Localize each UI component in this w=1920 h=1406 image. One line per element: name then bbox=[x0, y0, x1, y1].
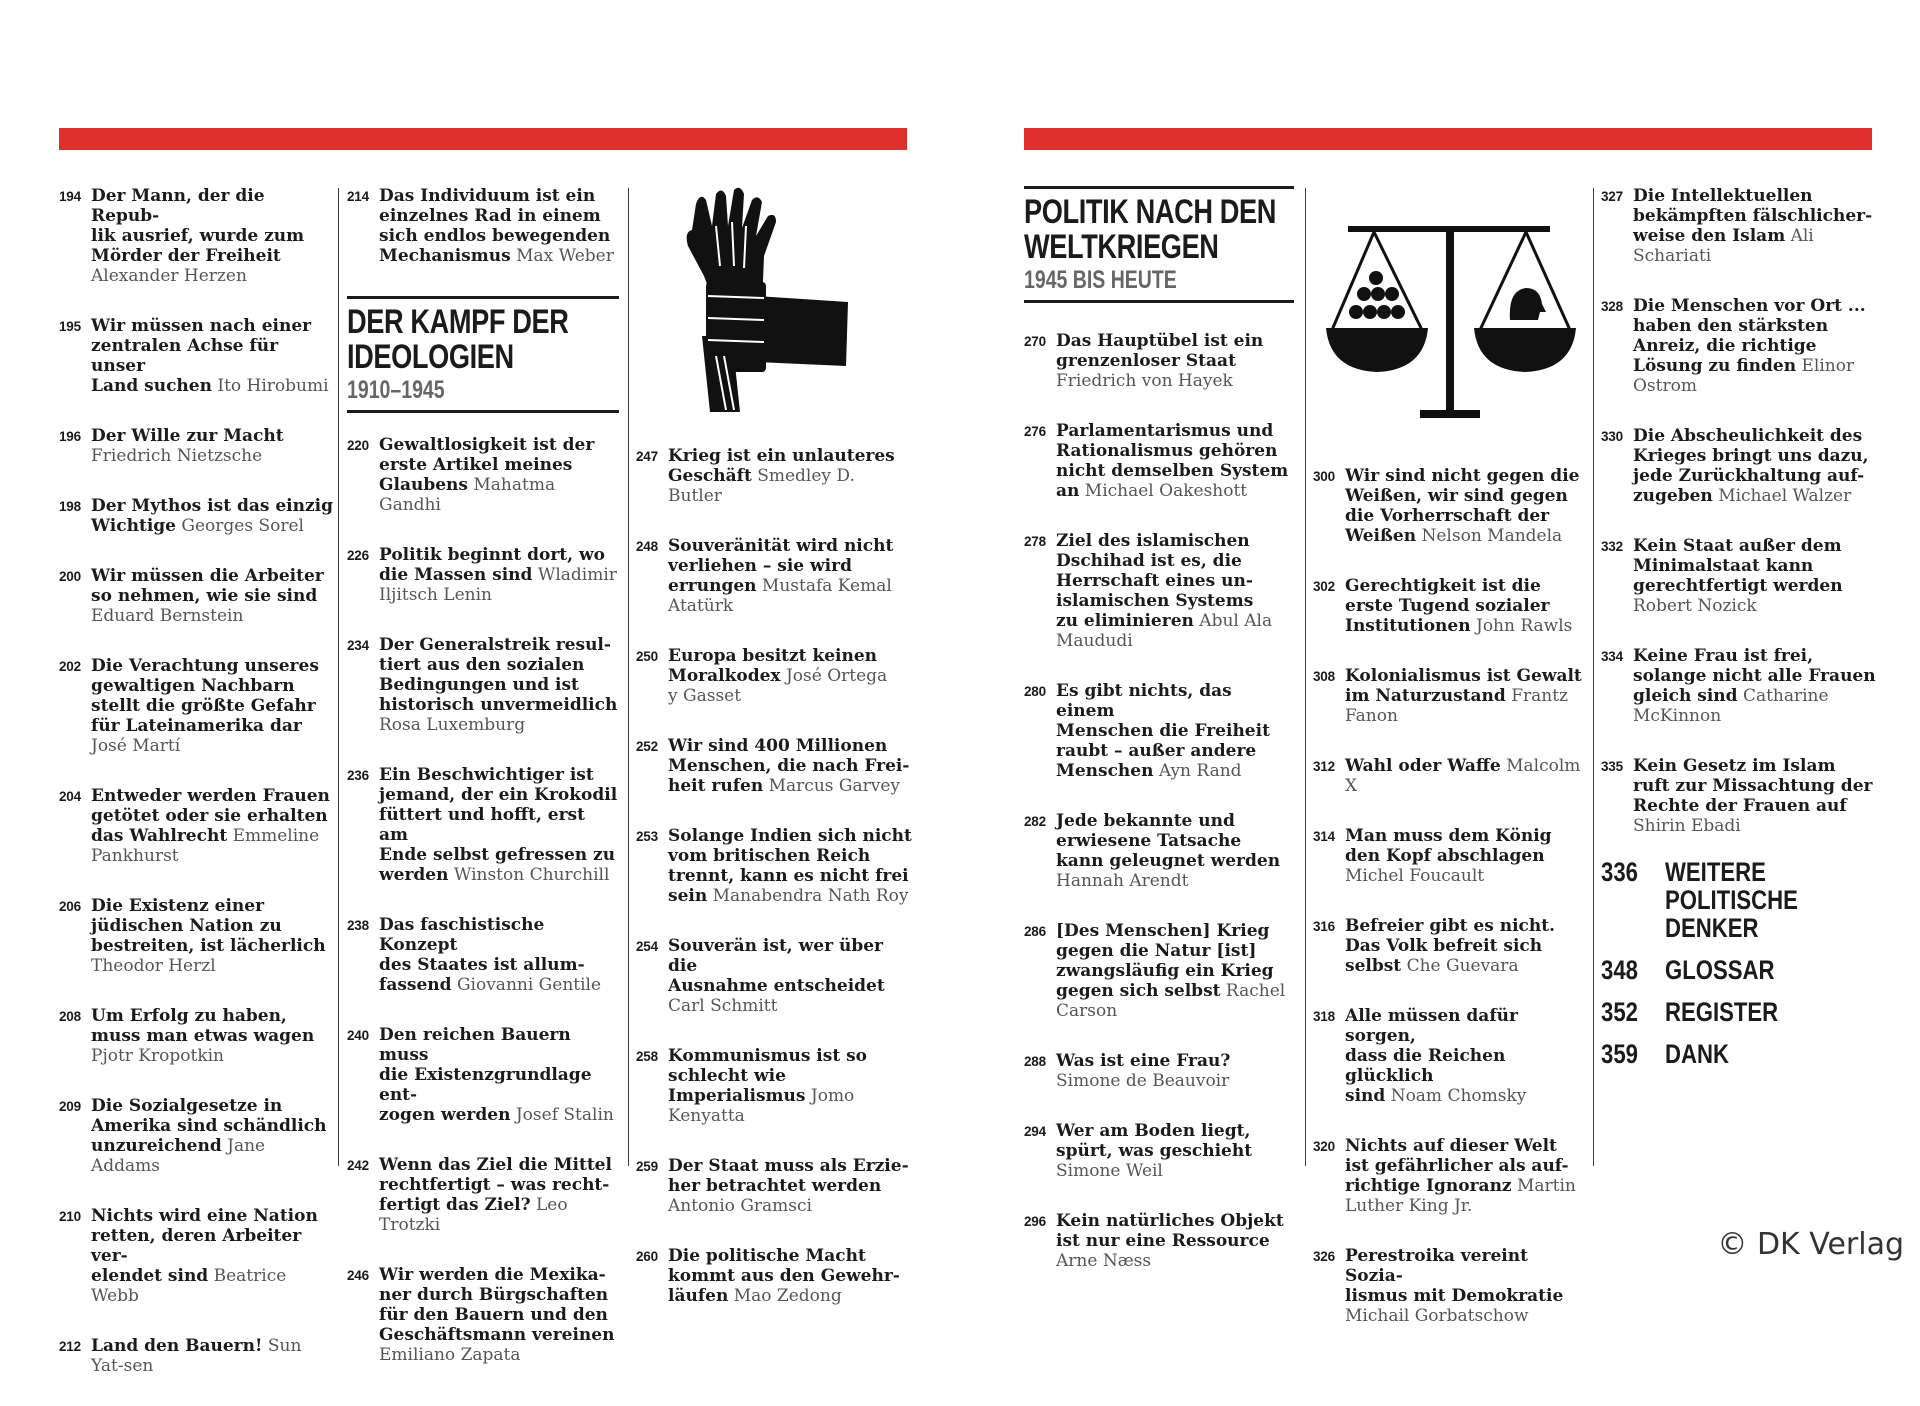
entry-author: Rachel Carson bbox=[1056, 981, 1286, 1021]
toc-entry[interactable] bbox=[59, 1336, 337, 1376]
entry-author: Antonio Gramsci bbox=[668, 1196, 812, 1216]
toc-entry[interactable] bbox=[1024, 681, 1294, 781]
entry-author: Leo Trotzki bbox=[379, 1195, 568, 1235]
page-number: 242 bbox=[347, 1158, 369, 1173]
column-divider bbox=[1305, 188, 1306, 1166]
entry-author: Rosa Luxemburg bbox=[379, 715, 526, 735]
page-number: 312 bbox=[1313, 759, 1335, 774]
backmatter-entry[interactable] bbox=[1601, 998, 1881, 1026]
toc-column-2 bbox=[347, 186, 619, 1395]
toc-entry[interactable] bbox=[59, 1006, 337, 1066]
toc-entry[interactable] bbox=[59, 566, 337, 626]
entry-author: Michael Oakeshott bbox=[1084, 481, 1248, 501]
toc-column-6 bbox=[1601, 186, 1881, 1068]
entry-author: Mao Zedong bbox=[733, 1286, 842, 1306]
entry-title: Europa besitzt keinen Moralkodex bbox=[668, 646, 878, 686]
page-number: 270 bbox=[1024, 334, 1046, 349]
entry-title: Kein natürliches Objekt ist nur eine Ressource bbox=[1056, 1211, 1284, 1251]
raised-hands-fist-icon bbox=[676, 186, 858, 414]
entry-title: Es gibt nichts, das einem Menschen die Freiheit raubt – außer andere Menschen bbox=[1056, 681, 1270, 781]
page-number: 226 bbox=[347, 548, 369, 563]
page-number: 302 bbox=[1313, 579, 1335, 594]
entry-title: Land den Bauern! bbox=[91, 1336, 263, 1356]
page-number: 335 bbox=[1601, 759, 1623, 774]
page-number: 300 bbox=[1313, 469, 1335, 484]
entry-title: Wir sind nicht gegen die Weißen, wir sind gegen die Vorherrschaft der Weißen bbox=[1345, 466, 1580, 546]
page-number: 253 bbox=[636, 829, 658, 844]
entry-author: Catharine McKinnon bbox=[1633, 686, 1829, 726]
entry-title: Der Staat muss als Erzie- her betrachtet werden bbox=[668, 1156, 909, 1196]
column-divider bbox=[1593, 188, 1594, 1166]
section-title: DER KAMPF DER IDEOLOGIEN bbox=[347, 303, 569, 376]
toc-entry[interactable] bbox=[1313, 466, 1589, 546]
entry-title: Das faschistische Konzept des Staates ist allum- fassend bbox=[379, 915, 585, 995]
entry-author: Eduard Bernstein bbox=[91, 606, 244, 626]
toc-list bbox=[1601, 186, 1881, 836]
page-number: 276 bbox=[1024, 424, 1046, 439]
page-number: 280 bbox=[1024, 684, 1046, 699]
toc-entry[interactable] bbox=[636, 536, 912, 616]
entry-author: Friedrich von Hayek bbox=[1056, 371, 1233, 391]
toc-entry[interactable] bbox=[1024, 921, 1294, 1021]
entry-title: Die politische Macht kommt aus den Gewehr- läufen bbox=[668, 1246, 900, 1306]
entry-author: Elinor Ostrom bbox=[1633, 356, 1855, 396]
toc-entry[interactable] bbox=[1601, 186, 1881, 266]
page-number: 194 bbox=[59, 189, 81, 204]
page-number: 326 bbox=[1313, 1249, 1335, 1264]
entry-title: Politik beginnt dort, wo die Massen sind bbox=[379, 545, 605, 585]
page-number: 206 bbox=[59, 899, 81, 914]
entry-title: Wenn das Ziel die Mittel rechtfertigt – was recht- fertigt das Ziel? bbox=[379, 1155, 612, 1215]
entry-title: Gerechtigkeit ist die erste Tugend sozialer Institutionen bbox=[1345, 576, 1550, 636]
entry-title: Souveränität wird nicht verliehen – sie wird errungen bbox=[668, 536, 894, 596]
entry-title: Gewaltlosigkeit ist der erste Artikel meines Glaubens bbox=[379, 435, 595, 495]
toc-entry[interactable] bbox=[347, 545, 619, 605]
entry-author: Mahatma Gandhi bbox=[379, 475, 556, 515]
entry-title: Keine Frau ist frei, solange nicht alle Frauen gleich sind bbox=[1633, 646, 1876, 706]
entry-author: Theodor Herzl bbox=[91, 956, 216, 976]
column-divider bbox=[338, 188, 339, 1166]
entry-author: Emiliano Zapata bbox=[379, 1345, 521, 1365]
entry-author: Martin Luther King Jr. bbox=[1345, 1176, 1576, 1216]
toc-entry[interactable] bbox=[347, 1265, 619, 1365]
page-number: 259 bbox=[636, 1159, 658, 1174]
entry-title: Nichts wird eine Nation retten, deren Arbeiter ver- elendet sind bbox=[91, 1206, 318, 1286]
entry-author: Mustafa Kemal Atatürk bbox=[668, 576, 892, 616]
entry-title: Ein Beschwichtiger ist jemand, der ein Krokodil füttert und hofft, erst am Ende selbst gefressen zu werden bbox=[379, 765, 618, 885]
page-number: 327 bbox=[1601, 189, 1623, 204]
page-number: 294 bbox=[1024, 1124, 1046, 1139]
page-number: 252 bbox=[636, 739, 658, 754]
entry-title: Entweder werden Frauen getötet oder sie erhalten das Wahlrecht bbox=[91, 786, 330, 846]
entry-author: Hannah Arendt bbox=[1056, 871, 1189, 891]
entry-author: Noam Chomsky bbox=[1390, 1086, 1527, 1106]
toc-entry[interactable] bbox=[1313, 576, 1589, 636]
toc-entry[interactable] bbox=[636, 446, 912, 506]
entry-author: Ali Schariati bbox=[1633, 226, 1814, 266]
page-number: 318 bbox=[1313, 1009, 1335, 1024]
entry-author: Pjotr Kropotkin bbox=[91, 1046, 225, 1066]
toc-entry[interactable] bbox=[1024, 421, 1294, 501]
toc-entry[interactable] bbox=[1024, 1211, 1294, 1271]
entry-author: Emmeline Pankhurst bbox=[91, 826, 320, 866]
entry-author: José Ortega y Gasset bbox=[668, 666, 888, 706]
entry-author: Michael Walzer bbox=[1718, 486, 1852, 506]
entry-title: Die Existenz einer jüdischen Nation zu bestreiten, ist lächerlich bbox=[91, 896, 326, 956]
section-years: 1945 BIS HEUTE bbox=[1024, 266, 1177, 294]
toc-entry[interactable] bbox=[347, 1155, 619, 1235]
page-number: 320 bbox=[1313, 1139, 1335, 1154]
entry-title: Wir sind 400 Millionen Menschen, die nach Frei- heit rufen bbox=[668, 736, 910, 796]
entry-title: Die Menschen vor Ort ... haben den stärksten Anreiz, die richtige Lösung zu finden bbox=[1633, 296, 1866, 376]
entry-author: Max Weber bbox=[516, 246, 614, 266]
toc-entry[interactable] bbox=[347, 435, 619, 515]
entry-title: Perestroika vereint Sozia- lismus mit Demokratie bbox=[1345, 1246, 1564, 1306]
page-number: 209 bbox=[59, 1099, 81, 1114]
entry-author: Georges Sorel bbox=[181, 516, 304, 536]
toc-entry[interactable] bbox=[1024, 1121, 1294, 1181]
page-number: 332 bbox=[1601, 539, 1623, 554]
column-divider bbox=[628, 188, 629, 1166]
toc-entry[interactable] bbox=[59, 896, 337, 976]
entry-author: Ayn Rand bbox=[1158, 761, 1242, 781]
entry-author: Frantz Fanon bbox=[1345, 686, 1568, 726]
page-number: 330 bbox=[1601, 429, 1623, 444]
backmatter-entry[interactable] bbox=[1601, 858, 1881, 942]
page-number: 250 bbox=[636, 649, 658, 664]
entry-author: Wladimir Iljitsch Lenin bbox=[379, 565, 617, 605]
toc-entry[interactable] bbox=[59, 426, 337, 466]
copyright-notice: © DK Verlag bbox=[1717, 1227, 1904, 1262]
entry-author: Sun Yat-sen bbox=[91, 1336, 302, 1376]
page-number: 278 bbox=[1024, 534, 1046, 549]
page-number: 212 bbox=[59, 1339, 81, 1354]
entry-title: Der Generalstreik resul- tiert aus den sozialen Bedingungen und ist historisch unvermeidlich bbox=[379, 635, 618, 715]
entry-author: Giovanni Gentile bbox=[456, 975, 602, 995]
toc-entry[interactable] bbox=[59, 1096, 337, 1176]
toc-column-4 bbox=[1024, 186, 1294, 1301]
entry-title: Wer am Boden liegt, spürt, was geschieht bbox=[1056, 1121, 1253, 1161]
entry-title: Jede bekannte und erwiesene Tatsache kann geleugnet werden bbox=[1056, 811, 1281, 871]
toc-entry[interactable] bbox=[1601, 756, 1881, 836]
entry-title: Kolonialismus ist Gewalt im Naturzustand bbox=[1345, 666, 1582, 706]
toc-entry[interactable] bbox=[636, 936, 912, 1016]
entry-author: Jane Addams bbox=[91, 1136, 266, 1176]
toc-entry[interactable] bbox=[347, 765, 619, 885]
toc-entry[interactable] bbox=[1601, 646, 1881, 726]
backmatter-page-number: 348 bbox=[1601, 955, 1638, 985]
toc-entry[interactable] bbox=[59, 1206, 337, 1306]
entry-author: Carl Schmitt bbox=[668, 996, 778, 1016]
section-years: 1910–1945 bbox=[347, 376, 445, 404]
entry-author: Friedrich Nietzsche bbox=[91, 446, 263, 466]
entry-author: Abul Ala Maududi bbox=[1056, 611, 1273, 651]
toc-entry[interactable] bbox=[1601, 426, 1881, 506]
page-number: 208 bbox=[59, 1009, 81, 1024]
toc-list bbox=[636, 446, 912, 1306]
entry-author: Michel Foucault bbox=[1345, 866, 1485, 886]
entry-author: Shirin Ebadi bbox=[1633, 816, 1741, 836]
page-number: 204 bbox=[59, 789, 81, 804]
toc-entry[interactable] bbox=[636, 826, 912, 906]
entry-title: Nichts auf dieser Welt ist gefährlicher als auf- richtige Ignoranz bbox=[1345, 1136, 1569, 1196]
entry-title: Die Sozialgesetze in Amerika sind schändlich unzureichend bbox=[91, 1096, 327, 1156]
entry-title: Kommunismus ist so schlecht wie Imperialismus bbox=[668, 1046, 868, 1106]
page-number: 286 bbox=[1024, 924, 1046, 939]
entry-title: Wir müssen die Arbeiter so nehmen, wie sie sind bbox=[91, 566, 324, 606]
entry-author: Manabendra Nath Roy bbox=[712, 886, 909, 906]
backmatter-entry[interactable] bbox=[1601, 1040, 1881, 1068]
page-number: 254 bbox=[636, 939, 658, 954]
page-number: 238 bbox=[347, 918, 369, 933]
entry-author: Beatrice Webb bbox=[91, 1266, 287, 1306]
toc-entry[interactable] bbox=[1313, 1006, 1589, 1106]
page-number: 202 bbox=[59, 659, 81, 674]
entry-author: José Martí bbox=[91, 736, 181, 756]
toc-entry[interactable] bbox=[59, 186, 337, 286]
entry-title: Das Hauptübel ist ein grenzenloser Staat bbox=[1056, 331, 1264, 371]
toc-column-1 bbox=[59, 186, 337, 1406]
page-number: 258 bbox=[636, 1049, 658, 1064]
page-number: 220 bbox=[347, 438, 369, 453]
backmatter-label: DANK bbox=[1665, 1039, 1729, 1069]
page-number: 314 bbox=[1313, 829, 1335, 844]
entry-title: Das Individuum ist ein einzelnes Rad in einem sich endlos bewegenden Mechanismus bbox=[379, 186, 611, 266]
page-number: 210 bbox=[59, 1209, 81, 1224]
toc-entry[interactable] bbox=[1601, 296, 1881, 396]
page-number: 308 bbox=[1313, 669, 1335, 684]
toc-list bbox=[347, 435, 619, 1365]
toc-entry[interactable] bbox=[636, 1046, 912, 1126]
page-number: 334 bbox=[1601, 649, 1623, 664]
page-number: 260 bbox=[636, 1249, 658, 1264]
toc-entry[interactable] bbox=[1313, 1246, 1589, 1326]
entry-title: Kein Staat außer dem Minimalstaat kann gerechtfertigt werden bbox=[1633, 536, 1843, 596]
toc-column-3 bbox=[636, 446, 912, 1336]
entry-author: Smedley D. Butler bbox=[668, 466, 855, 506]
entry-title: Der Wille zur Macht bbox=[91, 426, 284, 446]
entry-author: Simone de Beauvoir bbox=[1056, 1071, 1230, 1091]
page-number: 288 bbox=[1024, 1054, 1046, 1069]
backmatter-entry[interactable] bbox=[1601, 956, 1881, 984]
toc-entry[interactable] bbox=[1313, 756, 1589, 796]
section-title: POLITIK NACH DEN WELTKRIEGEN bbox=[1024, 193, 1276, 266]
entry-author: Simone Weil bbox=[1056, 1161, 1163, 1181]
entry-title: Man muss dem König den Kopf abschlagen bbox=[1345, 826, 1552, 866]
toc-entry[interactable] bbox=[1024, 1051, 1294, 1091]
entry-title: Wir müssen nach einer zentralen Achse für unser Land suchen bbox=[91, 316, 312, 396]
entry-author: Alexander Herzen bbox=[91, 266, 247, 286]
page-number: 198 bbox=[59, 499, 81, 514]
backmatter-page-number: 336 bbox=[1601, 857, 1638, 887]
entry-author: Arne Næss bbox=[1056, 1251, 1152, 1271]
backmatter-label: WEITERE POLITISCHE DENKER bbox=[1665, 857, 1798, 943]
entry-title: Solange Indien sich nicht vom britischen Reich trennt, kann es nicht frei sein bbox=[668, 826, 912, 906]
toc-entry[interactable] bbox=[636, 1156, 912, 1216]
toc-entry[interactable] bbox=[1313, 1136, 1589, 1216]
section-header-weltkriegen bbox=[1024, 186, 1294, 303]
page-number: 196 bbox=[59, 429, 81, 444]
backmatter-label: GLOSSAR bbox=[1665, 955, 1775, 985]
toc-entry[interactable] bbox=[1024, 531, 1294, 651]
entry-title: Kein Gesetz im Islam ruft zur Missachtung der Rechte der Frauen auf bbox=[1633, 756, 1873, 816]
backmatter-page-number: 352 bbox=[1601, 997, 1638, 1027]
toc-entry[interactable] bbox=[636, 1246, 912, 1306]
entry-author: John Rawls bbox=[1476, 616, 1573, 636]
left-page-red-bar bbox=[59, 128, 907, 150]
toc-entry[interactable] bbox=[1024, 811, 1294, 891]
toc-entry[interactable] bbox=[1601, 536, 1881, 616]
page-number: 248 bbox=[636, 539, 658, 554]
page-number: 214 bbox=[347, 189, 369, 204]
page-number: 247 bbox=[636, 449, 658, 464]
entry-author: Winston Churchill bbox=[453, 865, 610, 885]
entry-title: Befreier gibt es nicht. Das Volk befreit sich selbst bbox=[1345, 916, 1556, 976]
entry-title: Der Mann, der die Repub- lik ausrief, wurde zum Mörder der Freiheit bbox=[91, 186, 305, 266]
entry-title: Was ist eine Frau? bbox=[1056, 1051, 1231, 1071]
page-number: 236 bbox=[347, 768, 369, 783]
toc-entry[interactable] bbox=[59, 316, 337, 396]
entry-title: Krieg ist ein unlauteres Geschäft bbox=[668, 446, 895, 486]
entry-author: Nelson Mandela bbox=[1421, 526, 1563, 546]
entry-title: Wahl oder Waffe bbox=[1345, 756, 1501, 776]
toc-entry[interactable] bbox=[1313, 916, 1589, 976]
entry-title: Parlamentarismus und Rationalismus gehören nicht demselben System an bbox=[1056, 421, 1289, 501]
entry-title: Die Intellektuellen bekämpften fälschlicher- weise den Islam bbox=[1633, 186, 1873, 246]
toc-entry[interactable] bbox=[59, 496, 337, 536]
toc-entry[interactable] bbox=[1313, 826, 1589, 886]
toc-entry[interactable] bbox=[1313, 666, 1589, 726]
page-number: 246 bbox=[347, 1268, 369, 1283]
toc-entry[interactable] bbox=[347, 915, 619, 995]
page-number: 328 bbox=[1601, 299, 1623, 314]
page-number: 296 bbox=[1024, 1214, 1046, 1229]
toc-entry[interactable] bbox=[347, 1025, 619, 1125]
page-number: 240 bbox=[347, 1028, 369, 1043]
page-number: 195 bbox=[59, 319, 81, 334]
page-number: 234 bbox=[347, 638, 369, 653]
entry-title: Der Mythos ist das einzig Wichtige bbox=[91, 496, 333, 536]
entry-title: Um Erfolg zu haben, muss man etwas wagen bbox=[91, 1006, 315, 1046]
toc-entry[interactable] bbox=[59, 786, 337, 866]
entry-title: Alle müssen dafür sorgen, dass die Reichen glücklich sind bbox=[1345, 1006, 1518, 1106]
entry-author: Che Guevara bbox=[1406, 956, 1519, 976]
backmatter-page-number: 359 bbox=[1601, 1039, 1638, 1069]
entry-title: Wir werden die Mexika- ner durch Bürgschaften für den Bauern und den Geschäftsmann vereinen bbox=[379, 1265, 615, 1345]
toc-entry[interactable] bbox=[1024, 331, 1294, 391]
entry-title: Ziel des islamischen Dschihad ist es, die Herrschaft eines un- islamischen Systems zu eliminieren bbox=[1056, 531, 1254, 631]
entry-title: Die Abscheulichkeit des Krieges bringt uns dazu, jede Zurückhaltung auf- zugeben bbox=[1633, 426, 1869, 506]
backmatter-list bbox=[1601, 858, 1881, 1068]
entry-author: Malcolm X bbox=[1345, 756, 1581, 796]
entry-author: Josef Stalin bbox=[515, 1105, 614, 1125]
section-header-ideologien bbox=[347, 296, 619, 413]
entry-title: Den reichen Bauern muss die Existenzgrundlage ent- zogen werden bbox=[379, 1025, 592, 1125]
entry-title: Die Verachtung unseres gewaltigen Nachbarn stellt die größte Gefahr für Lateinamerika dar bbox=[91, 656, 319, 736]
toc-list bbox=[1024, 331, 1294, 1271]
toc-entry[interactable] bbox=[636, 646, 912, 706]
entry-author: Jomo Kenyatta bbox=[668, 1086, 855, 1126]
entry-author: Robert Nozick bbox=[1633, 596, 1757, 616]
entry-author: Michail Gorbatschow bbox=[1345, 1306, 1529, 1326]
backmatter-label: REGISTER bbox=[1665, 997, 1779, 1027]
toc-column-5 bbox=[1313, 466, 1589, 1356]
page-number: 316 bbox=[1313, 919, 1335, 934]
toc-list bbox=[1313, 466, 1589, 1326]
toc-entry[interactable] bbox=[636, 736, 912, 796]
page-number: 200 bbox=[59, 569, 81, 584]
toc-list bbox=[59, 186, 337, 1376]
entry-author: Marcus Garvey bbox=[768, 776, 901, 796]
entry-author: Ito Hirobumi bbox=[217, 376, 329, 396]
toc-entry[interactable] bbox=[59, 656, 337, 756]
toc-entry[interactable] bbox=[347, 635, 619, 735]
page-number: 282 bbox=[1024, 814, 1046, 829]
right-page-red-bar bbox=[1024, 128, 1872, 150]
entry-title: [Des Menschen] Krieg gegen die Natur [ist] zwangsläufig ein Krieg gegen sich selbst bbox=[1056, 921, 1274, 1001]
toc-entry[interactable] bbox=[347, 186, 619, 266]
entry-title: Souverän ist, wer über die Ausnahme entscheidet bbox=[668, 936, 885, 996]
balance-scale-icon bbox=[1326, 220, 1576, 424]
